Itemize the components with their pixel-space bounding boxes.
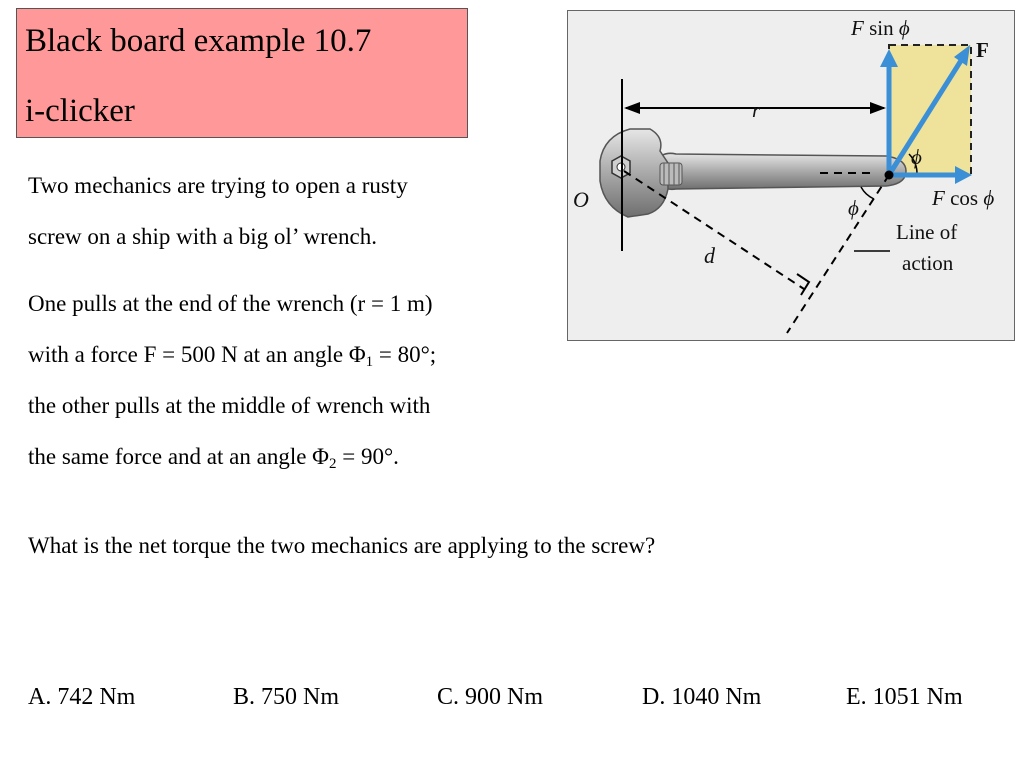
slide-subtitle: i-clicker: [25, 93, 135, 129]
label-fcos: F cos ϕ: [932, 186, 995, 210]
angle-1-subscript: 1: [365, 354, 374, 370]
angle-2-subscript: 2: [328, 456, 337, 472]
angle-1-value: = 80°;: [373, 342, 437, 367]
problem-intro-line-2: screw on a ship with a big ol’ wrench.: [28, 224, 377, 249]
answer-choice-d[interactable]: D. 1040 Nm: [642, 684, 762, 710]
question-text: What is the net torque the two mechanics are applying to the screw?: [28, 533, 656, 558]
r-arrow-head-left: [624, 102, 640, 114]
wrench-diagram-svg: [568, 11, 1014, 340]
right-angle-marker: [797, 274, 809, 295]
answer-choice-c[interactable]: C. 900 Nm: [437, 684, 544, 710]
label-phi-bottom: ϕ: [848, 196, 859, 220]
label-d: d: [704, 243, 715, 268]
label-phi-top: ϕ: [911, 145, 922, 169]
label-r: r: [752, 98, 761, 122]
problem-details-line-3: the other pulls at the middle of wrench with: [28, 393, 431, 418]
label-line-of: Line of: [896, 220, 958, 244]
answer-choice-a[interactable]: A. 742 Nm: [28, 684, 136, 710]
label-origin-o: O: [573, 187, 589, 212]
problem-details-line-1: One pulls at the end of the wrench (r = 1 m): [28, 291, 433, 316]
angle-2-value: = 90°.: [336, 444, 399, 469]
wrench-torque-diagram: [567, 10, 1015, 341]
label-force-f: F: [976, 38, 989, 62]
slide-title: Black board example 10.7: [25, 23, 372, 59]
force-application-point: [885, 171, 894, 180]
question: [28, 520, 928, 571]
wrench-head: [600, 129, 668, 217]
problem-details: [28, 278, 548, 482]
title-box: [16, 8, 468, 138]
answer-choice-e[interactable]: E. 1051 Nm: [846, 684, 963, 710]
label-action: action: [902, 251, 954, 275]
label-fsin: F sin ϕ: [851, 16, 910, 40]
problem-intro: [28, 160, 528, 262]
problem-intro-line-1: Two mechanics are trying to open a rusty: [28, 173, 408, 198]
r-arrow-head-right: [870, 102, 886, 114]
angle-arc-bottom: [861, 187, 874, 199]
problem-details-line-2: [28, 329, 548, 380]
wrench-handle: [656, 153, 906, 189]
angle-2-text: the same force and at an angle Φ: [28, 444, 329, 469]
answer-choice-b[interactable]: B. 750 Nm: [233, 684, 340, 710]
problem-details-line-4: [28, 431, 548, 482]
angle-1-text: with a force F = 500 N at an angle Φ: [28, 342, 366, 367]
